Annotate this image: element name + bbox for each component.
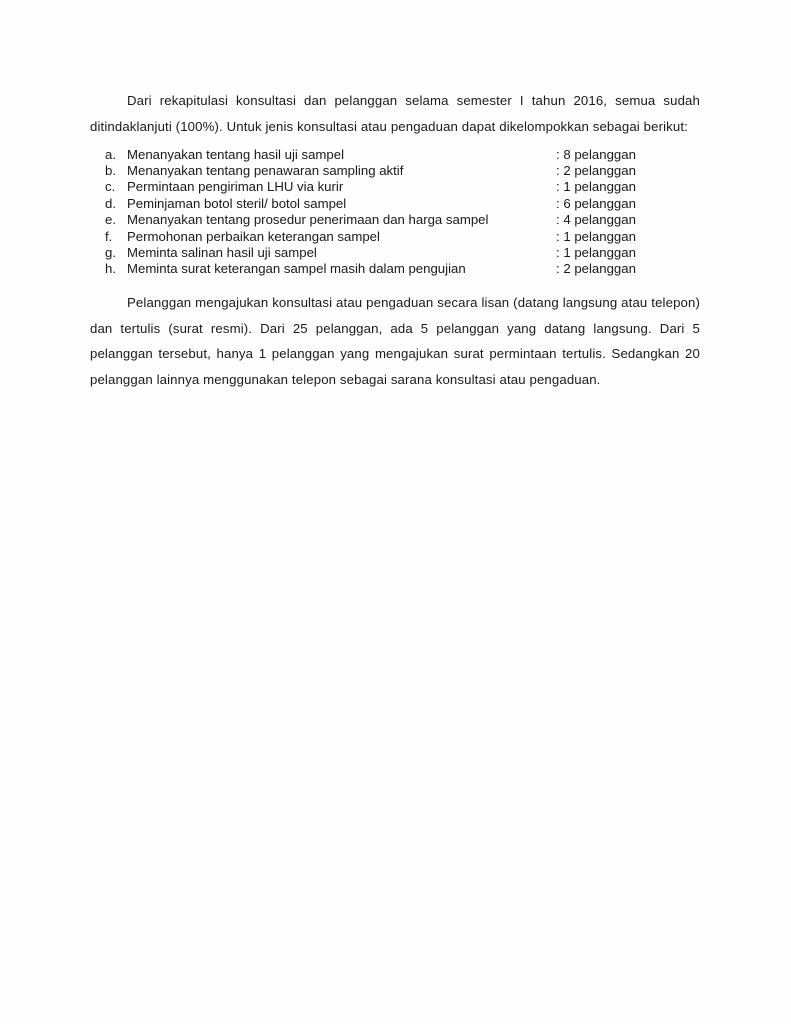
list-item-count: : 8 pelanggan xyxy=(556,146,636,162)
list-item xyxy=(90,212,700,228)
list-item-marker: a. xyxy=(105,146,116,162)
list-item xyxy=(90,196,700,212)
list-item-marker: c. xyxy=(105,179,116,195)
list-item-count: : 6 pelanggan xyxy=(556,195,636,211)
list-item-marker: f. xyxy=(105,228,113,244)
list-item-count: : 2 pelanggan xyxy=(556,261,636,277)
list-item xyxy=(90,179,700,195)
intro-paragraph: Dari rekapitulasi konsultasi dan pelanggan selama semester I tahun 2016, semua sudah ditindaklanjuti (100%). Untuk jenis konsultasi atau pengaduan dapat dikelompokkan sebagai berikut: xyxy=(90,93,700,134)
document-body xyxy=(90,88,700,393)
list-item-label: Peminjaman botol steril/ botol sampel xyxy=(127,195,347,211)
list-item xyxy=(90,147,700,163)
list-item-count: : 1 pelanggan xyxy=(556,228,636,244)
list-item xyxy=(90,163,700,179)
list-item xyxy=(90,261,700,277)
list-item-label: Menanyakan tentang hasil uji sampel xyxy=(127,146,344,162)
list-item-marker: e. xyxy=(105,212,116,228)
list-item-count: : 1 pelanggan xyxy=(556,179,636,195)
list-item-label: Permintaan pengiriman LHU via kurir xyxy=(127,179,344,195)
list-item-label: Permohonan perbaikan keterangan sampel xyxy=(127,228,380,244)
list-item-label: Meminta salinan hasil uji sampel xyxy=(127,245,317,261)
closing-paragraph: Pelanggan mengajukan konsultasi atau pengaduan secara lisan (datang langsung atau telepon) dan tertulis (surat resmi). Dari 25 pelanggan, ada 5 pelanggan yang datang langsung. Dari 5 pelanggan tersebut, hanya 1 pelanggan yang mengajukan surat permintaan tertulis. Sedangkan 20 pelanggan lainnya menggunakan telepon sebagai sarana konsultasi atau pengaduan. xyxy=(90,294,700,388)
list-item xyxy=(90,245,700,261)
list-item-marker: d. xyxy=(105,195,116,211)
list-item-label: Menanyakan tentang penawaran sampling aktif xyxy=(127,163,404,178)
list-item-marker: h. xyxy=(105,261,116,277)
list-item-label: Menanyakan tentang prosedur penerimaan dan harga sampel xyxy=(127,212,489,228)
list-item-count: : 2 pelanggan xyxy=(556,163,636,178)
list-item-marker: g. xyxy=(105,245,116,261)
list-item-label: Meminta surat keterangan sampel masih dalam pengujian xyxy=(127,261,466,277)
list-item xyxy=(90,229,700,245)
list-item-count: : 1 pelanggan xyxy=(556,245,636,261)
list-item-marker: b. xyxy=(105,163,116,178)
consultation-type-list xyxy=(90,147,700,278)
list-item-count: : 4 pelanggan xyxy=(556,212,636,228)
